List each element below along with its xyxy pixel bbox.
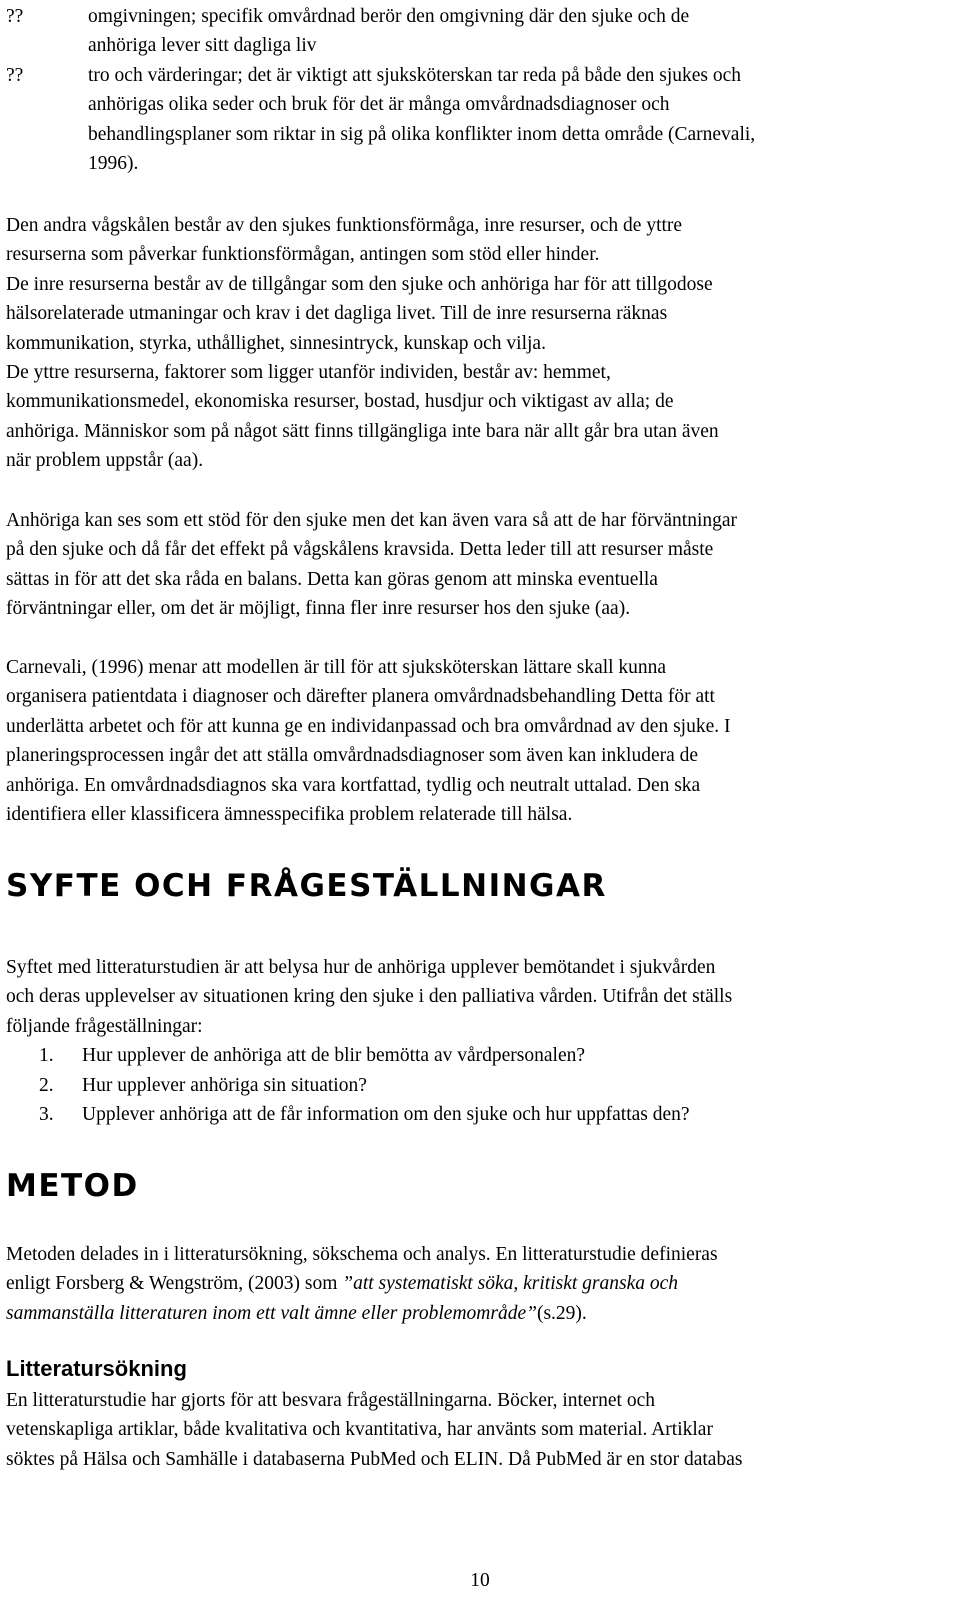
text-line: följande frågeställningar: — [6, 1015, 203, 1037]
bullet-line: anhöriga lever sitt dagliga liv — [88, 35, 317, 57]
text-line: förväntningar eller, om det är möjligt, finna fler inre resurser hos den sjuke (aa). — [6, 598, 631, 620]
paragraph — [6, 211, 956, 270]
list-number: 1. — [39, 1045, 54, 1067]
bullet-line: omgivningen; specifik omvårdnad berör den omgivning där den sjuke och de — [88, 6, 690, 27]
bullet-line: tro och värderingar; det är viktigt att sjuksköterskan tar reda på både den sjukes och — [88, 64, 742, 86]
bullet-mark: ?? — [6, 64, 24, 86]
text-line: Den andra vågskålen består av den sjukes funktionsförmåga, inre resurser, och de yttre — [6, 215, 683, 236]
text-line: Carnevali, (1996) menar att modellen är till för att sjuksköterskan lättare skall kunna — [6, 657, 667, 678]
text-line: sättas in för att det ska råda en balans. Detta kan göras genom att minska eventuella — [6, 568, 658, 590]
bullet-line: behandlingsplaner som riktar in sig på olika konflikter inom detta område (Carnevali, — [88, 123, 756, 145]
metod-paragraph — [6, 1240, 956, 1328]
text-line: anhöriga. Människor som på något sätt finns tillgängliga inte bara när allt går bra utan även — [6, 420, 719, 442]
bullet-line: 1996). — [88, 153, 139, 175]
bullet-item — [6, 2, 956, 61]
paragraph — [6, 270, 956, 358]
list-text: Upplever anhöriga att de får information om den sjuke och hur uppfattas den? — [82, 1104, 690, 1126]
text-quote: sammanställa litteraturen inom ett valt ämne eller problemområde” — [6, 1302, 537, 1324]
text-line: kommunikationsmedel, ekonomiska resurser, bostad, husdjur och viktigast av alla; de — [6, 391, 674, 413]
text-line: på den sjuke och då får det effekt på vågskålens kravsida. Detta leder till att resurser måste — [6, 539, 714, 561]
section-heading-metod: METOD — [6, 1168, 139, 1204]
text-line: Syftet med litteraturstudien är att belysa hur de anhöriga upplever bemötandet i sjukvården — [6, 957, 716, 978]
page-number: 10 — [470, 1570, 490, 1591]
bullet-line: anhörigas olika seder och bruk för det är många omvårdnadsdiagnoser och — [88, 94, 670, 116]
text-line: Metoden delades in i litteratursökning, sökschema och analys. En litteraturstudie definieras — [6, 1244, 718, 1265]
paragraph-block — [6, 211, 956, 476]
list-number: 2. — [39, 1074, 54, 1096]
text-plain: (s.29). — [536, 1302, 587, 1324]
text-line: De yttre resurserna, faktorer som ligger utanför individen, består av: hemmet, — [6, 362, 611, 384]
bullet-item — [6, 61, 956, 179]
text-line: planeringsprocessen ingår det att ställa omvårdnadsdiagnoser som även kan inkludera de — [6, 745, 699, 767]
text-line — [6, 1299, 956, 1328]
question-list — [6, 1041, 956, 1129]
list-text: Hur upplever de anhöriga att de blir bemötta av vårdpersonalen? — [82, 1045, 586, 1067]
text-line — [6, 1269, 956, 1298]
text-line: anhöriga. En omvårdnadsdiagnos ska vara kortfattad, tydlig och neutralt uttalad. Den ska — [6, 774, 701, 796]
paragraph — [6, 358, 956, 476]
text-line: söktes på Hälsa och Samhälle i databaserna PubMed och ELIN. Då PubMed är en stor databas — [6, 1448, 743, 1470]
list-item — [6, 1071, 956, 1100]
text-line: och deras upplevelser av situationen kring den sjuke i den palliativa vården. Utifrån det ställs — [6, 986, 733, 1008]
list-number: 3. — [39, 1104, 54, 1126]
text-line: En litteraturstudie har gjorts för att besvara frågeställningarna. Böcker, internet och — [6, 1390, 655, 1411]
list-item — [6, 1100, 956, 1129]
text-line: vetenskapliga artiklar, både kvalitativa och kvantitativa, har använts som material. Artiklar — [6, 1419, 713, 1441]
text-line: organisera patientdata i diagnoser och därefter planera omvårdnadsbehandling Detta för att — [6, 686, 715, 708]
syfte-section — [6, 953, 956, 1129]
text-line: hälsorelaterade utmaningar och krav i det dagliga livet. Till de inre resurserna räknas — [6, 303, 668, 325]
litteratursokning-paragraph — [6, 1386, 958, 1474]
section-heading-syfte: SYFTE OCH FRÅGESTÄLLNINGAR — [6, 868, 607, 904]
paragraph — [6, 653, 956, 829]
text-line: identifiera eller klassificera ämnesspecifika problem relaterade till hälsa. — [6, 804, 573, 826]
text-plain: enligt Forsberg & Wengström, (2003) som — [6, 1273, 343, 1295]
text-line: resurserna som påverkar funktionsförmågan, antingen som stöd eller hinder. — [6, 244, 600, 266]
text-line: när problem uppstår (aa). — [6, 450, 204, 472]
text-line: kommunikation, styrka, uthållighet, sinnesintryck, kunskap och vilja. — [6, 332, 546, 354]
text-quote: ”att systematiskt söka, kritiskt granska och — [342, 1273, 679, 1295]
paragraph — [6, 506, 956, 624]
bullet-list — [6, 2, 956, 178]
list-text: Hur upplever anhöriga sin situation? — [82, 1074, 367, 1096]
bullet-mark: ?? — [6, 6, 24, 27]
text-line: Anhöriga kan ses som ett stöd för den sjuke men det kan även vara så att de har förväntningar — [6, 510, 738, 531]
list-item — [6, 1041, 956, 1070]
paragraph — [6, 953, 956, 1041]
text-line: De inre resurserna består av de tillgångar som den sjuke och anhöriga har för att tillgodose — [6, 273, 713, 295]
text-line: underlätta arbetet och för att kunna ge en individanpassad och bra omvårdnad av den sjuke. I — [6, 715, 731, 737]
subsection-heading-litteratursokning: Litteratursökning — [6, 1356, 187, 1381]
